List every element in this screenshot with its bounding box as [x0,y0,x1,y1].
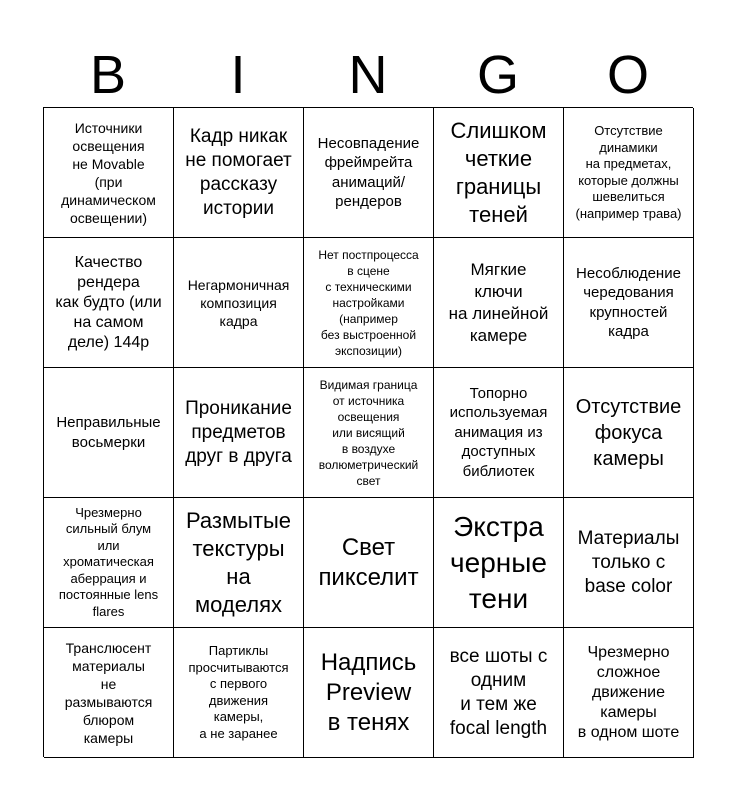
bingo-cell-text: все шоты с одним и тем же focal length [449,645,548,739]
bingo-cell-r4-c4[interactable] [434,498,564,628]
bingo-cell-r1-c3[interactable] [304,108,434,238]
bingo-cell-text: Партиклы просчитываются с первого движения камеры, а не заранее [188,643,289,741]
bingo-cell-r5-c4[interactable] [434,628,564,758]
header-letter-o: O [606,45,649,105]
bingo-cell-r3-c1[interactable] [44,368,174,498]
bingo-cell-r5-c5[interactable] [564,628,694,758]
bingo-cell-text: Нет постпроцесса в сцене с техническими настройками (например без выстроенной экспозиции) [318,247,419,358]
bingo-cell-r1-c2[interactable] [174,108,304,238]
bingo-cell-text: Отсутствие динамики на предметах, которые должны шевелиться (например трава) [575,123,682,221]
bingo-cell-text: Транслюсент материалы не размываются блюром камеры [64,639,153,746]
bingo-cell-text: Несоблюдение чередования крупностей кадра [576,264,681,340]
bingo-cell-r2-c1[interactable] [44,238,174,368]
bingo-cell-r4-c3[interactable] [304,498,434,628]
bingo-cell-text: Видимая граница от источника освещения или висящий в воздухе волюметрический свет [318,377,419,488]
bingo-cell-r3-c5[interactable] [564,368,694,498]
bingo-cell-text: Кадр никак не помогает рассказу истории [185,125,292,219]
bingo-cell-text: Чрезмерно сильный блум или хроматическая аберрация и постоянные lens flares [58,504,159,619]
bingo-cell-r3-c2[interactable] [174,368,304,498]
bingo-cell-r4-c5[interactable] [564,498,694,628]
header-letter-g: G [476,45,519,105]
bingo-cell-r4-c2[interactable] [174,498,304,628]
bingo-cell-r2-c5[interactable] [564,238,694,368]
bingo-cell-text: Топорно используемая анимация из доступных библиотек [449,384,548,480]
bingo-cell-text: Проникание предметов друг в друга [185,397,292,467]
bingo-cell-text: Источники освещения не Movable (при динамическом освещении) [61,119,156,226]
bingo-cell-text: Надпись Preview в тенях [320,648,417,736]
bingo-cell-r5-c3[interactable] [304,628,434,758]
bingo-cell-r5-c1[interactable] [44,628,174,758]
header-letter-b: B [89,45,127,105]
bingo-cell-text: Материалы только с base color [577,527,680,597]
bingo-cell-r1-c4[interactable] [434,108,564,238]
bingo-cell-text: Негармоничная композиция кадра [187,276,290,329]
bingo-cell-r2-c4[interactable] [434,238,564,368]
bingo-cell-text: Несовпадение фреймрейта анимаций/ рендеров [317,134,420,210]
bingo-cell-r1-c1[interactable] [44,108,174,238]
bingo-cell-text: Качество рендера как будто (или на самом деле) 144p [55,253,162,351]
bingo-cell-text: Неправильные восьмерки [56,414,161,451]
bingo-cell-r3-c3[interactable] [304,368,434,498]
bingo-cell-r2-c2[interactable] [174,238,304,368]
bingo-cell-text: Слишком четкие границы теней [450,117,547,227]
bingo-cell-text: Экстра черные тени [450,510,547,614]
bingo-cell-r1-c5[interactable] [564,108,694,238]
bingo-cell-text: Отсутствие фокуса камеры [575,395,682,470]
bingo-cell-r2-c3[interactable] [304,238,434,368]
bingo-cell-text: Свет пикселит [318,533,419,591]
bingo-board [43,107,693,757]
bingo-cell-text: Чрезмерно сложное движение камеры в одном шоте [577,643,680,741]
bingo-cell-r5-c2[interactable] [174,628,304,758]
bingo-cell-r3-c4[interactable] [434,368,564,498]
bingo-cell-text: Размытые текстуры на моделях [185,507,292,617]
bingo-cell-text: Мягкие ключи на линейной камере [448,259,549,345]
bingo-header [43,42,693,108]
header-letter-i: I [230,45,246,105]
header-letter-n: N [348,45,388,105]
bingo-cell-r4-c1[interactable] [44,498,174,628]
